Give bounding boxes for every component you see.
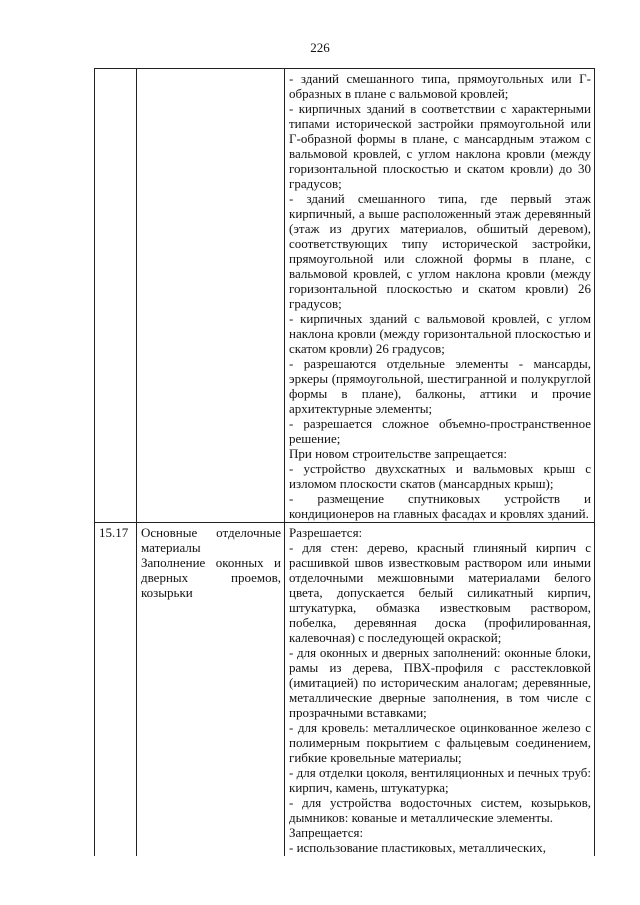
regulations-table: [94, 68, 595, 856]
requirement-line: - для устройства водосточных систем, козырьков, дымников: кованые и металлические элементы.: [289, 795, 591, 825]
requirement-line: - зданий смешанного типа, где первый этаж кирпичный, а выше расположенный этаж деревянный (этаж из других материалов, обшитый деревом), соответствующих типу исторической застройки, прямоугольной или сложной формы в плане, с вальмовой кровлей, с углом наклона кровли (между горизонтальной плоскостью и скатом кровли) 26 градусов;: [289, 191, 591, 311]
element-name: Основные отделочные материалы: [141, 525, 281, 555]
table-row: [95, 523, 595, 857]
requirement-line: - зданий смешанного типа, прямоугольных или Г-образных в плане с вальмовой кровлей;: [289, 71, 591, 101]
requirement-line: - устройство двухскатных и вальмовых крыш с изломом плоскости скатов (мансардных крыш);: [289, 461, 591, 491]
requirement-line: При новом строительстве запрещается:: [289, 446, 508, 461]
requirement-line: - для кровель: металлическое оцинкованное железо с полимерным покрытием с фальцевым соединением, гибкие кровельные материалы;: [289, 720, 591, 765]
requirement-line: - размещение спутниковых устройств и кондиционеров на главных фасадах и кровлях зданий.: [289, 491, 591, 521]
page-number: 226: [310, 40, 330, 55]
requirement-line: - кирпичных зданий в соответствии с характерными типами исторической застройки прямоугольной или Г-образной формы в плане, с мансардным этажом с вальмовой кровлей, с углом наклона кровли (между горизонтальной плоскостью и скатом кровли) до 30 градусов;: [289, 101, 591, 191]
row-name-cell: [137, 69, 285, 523]
requirement-line: - использование пластиковых, металлических,: [289, 840, 546, 855]
requirement-line: - для отделки цоколя, вентиляционных и печных труб: кирпич, камень, штукатурка;: [289, 765, 591, 795]
row-requirements-cell: [285, 523, 595, 857]
row-name-cell: [137, 523, 285, 857]
row-requirements-cell: [285, 69, 595, 523]
element-name: Заполнение оконных и дверных проемов, козырьки: [141, 555, 281, 600]
table-row: [95, 69, 595, 523]
requirement-line: - для оконных и дверных заполнений: оконные блоки, рамы из дерева, ПВХ-профиля с расстекловкой (имитацией) по историческим аналогам; деревянные, металлические дверные заполнения, в том числе с прозрачными вставками;: [289, 645, 591, 720]
requirement-line: - разрешаются отдельные элементы - мансарды, эркеры (прямоугольной, шестигранной и полукруглой формы в плане), балконы, аттики и прочие архитектурные элементы;: [289, 356, 591, 416]
requirement-line: Запрещается:: [289, 825, 364, 840]
requirement-line: Разрешается:: [289, 525, 363, 540]
requirement-line: - кирпичных зданий с вальмовой кровлей, с углом наклона кровли (между горизонтальной плоскостью и скатом кровли) 26 градусов;: [289, 311, 591, 356]
requirement-line: - для стен: дерево, красный глиняный кирпич с расшивкой швов известковым раствором или иными отделочными межшовными материалами белого цвета, допускается белый силикатный кирпич, штукатурка, обмазка известковым раствором, побелка, деревянная доска (профилированная, калевочная) с последующей окраской;: [289, 540, 591, 645]
row-number-cell: 15.17: [95, 523, 137, 857]
row-number-cell: [95, 69, 137, 523]
requirement-line: - разрешается сложное объемно-пространственное решение;: [289, 416, 591, 446]
